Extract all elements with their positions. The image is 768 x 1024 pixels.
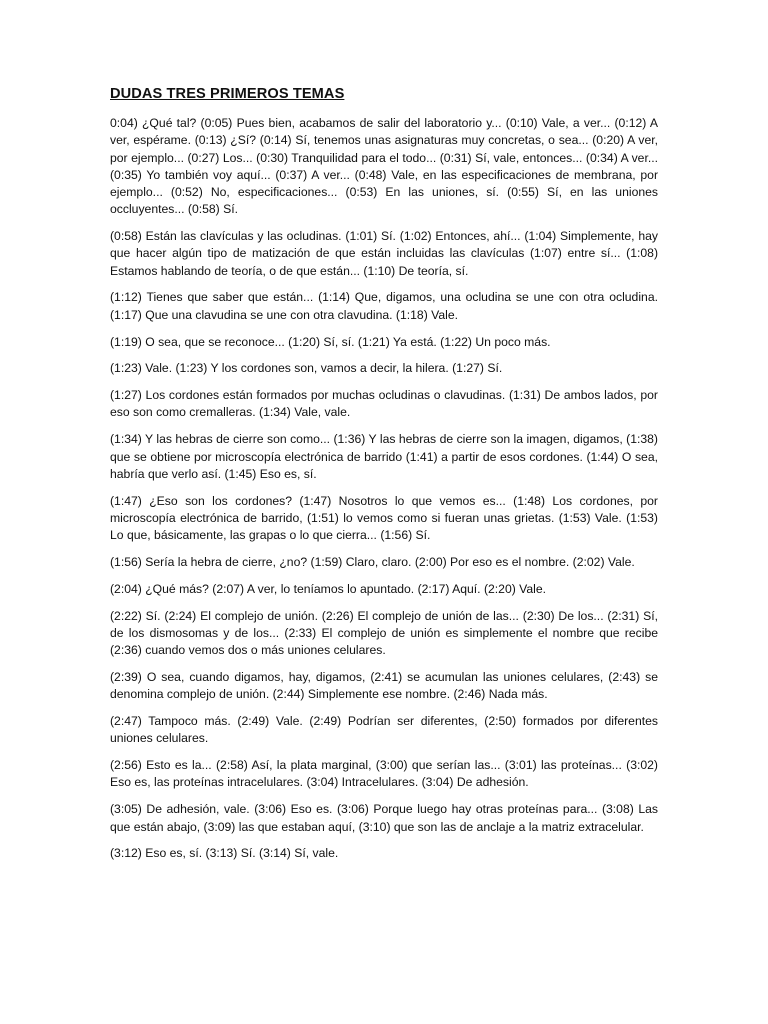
document-page bbox=[110, 86, 658, 872]
transcript-paragraph: (1:56) Sería la hebra de cierre, ¿no? (1:59) Claro, claro. (2:00) Por eso es el nombre. (2:02) Vale. bbox=[110, 554, 635, 569]
transcript-paragraph: (1:34) Y las hebras de cierre son como... (1:36) Y las hebras de cierre son la imagen, digamos, (1:38) que se obtiene por microscopía electrónica de barrido (1:41) a partir de esos cordones. (1:44) O sea, habría que verlo así. (1:45) Eso es, sí. bbox=[110, 432, 658, 481]
transcript-paragraph: (3:12) Eso es, sí. (3:13) Sí. (3:14) Sí, vale. bbox=[110, 846, 339, 861]
transcript-paragraph: (2:47) Tampoco más. (2:49) Vale. (2:49) Podrían ser diferentes, (2:50) formados por diferentes uniones celulares. bbox=[110, 714, 658, 746]
transcript-paragraph: (1:27) Los cordones están formados por muchas ocludinas o clavudinas. (1:31) De ambos lados, por eso son como cremalleras. (1:34) Vale, vale. bbox=[110, 388, 658, 420]
transcript-paragraph: (2:39) O sea, cuando digamos, hay, digamos, (2:41) se acumulan las uniones celulares, (2:43) se denomina complejo de unión. (2:44) Simplemente ese nombre. (2:46) Nada más. bbox=[110, 670, 658, 702]
transcript-paragraph: (1:12) Tienes que saber que están... (1:14) Que, digamos, una ocludina se une con otra ocludina. (1:17) Que una clavudina se une con otra clavudina. (1:18) Vale. bbox=[110, 290, 658, 322]
transcript-paragraph: (2:22) Sí. (2:24) El complejo de unión. (2:26) El complejo de unión de las... (2:30) De los... (2:31) Sí, de los dismosomas y de los... (2:33) El complejo de unión es simplemente el nombre que recibe (2:36) cuando vemos dos o más uniones celulares. bbox=[110, 608, 658, 658]
transcript-paragraph: (1:19) O sea, que se reconoce... (1:20) Sí, sí. (1:21) Ya está. (1:22) Un poco más. bbox=[110, 334, 551, 349]
transcript-paragraph: 0:04) ¿Qué tal? (0:05) Pues bien, acabamos de salir del laboratorio y... (0:10) Vale, a ver... (0:12) A ver, espérame. (0:13) ¿Sí? (0:14) Sí, tenemos unas asignaturas muy concretas, o sea... (0:20) A ver, por ejemplo... (0:27) Los... (0:30) Tranquilidad para el todo... (0:31) Sí, vale, entonces... (0:34) A ver... (0:35) Yo también voy aquí... (0:37) A ver... (0:48) Vale, en las especificaciones de membrana, por ejemplo... (0:52) No, especificaciones... (0:53) En las uniones, sí. (0:55) Sí, en las uniones occluyentes... (0:58) Sí. bbox=[110, 116, 658, 217]
transcript-paragraph: (1:23) Vale. (1:23) Y los cordones son, vamos a decir, la hilera. (1:27) Sí. bbox=[110, 361, 503, 376]
transcript-paragraph: (2:56) Esto es la... (2:58) Así, la plata marginal, (3:00) que serían las... (3:01) las proteínas... (3:02) Eso es, las proteínas intracelulares. (3:04) Intracelulares. (3:04) De adhesión. bbox=[110, 758, 658, 790]
document-title: DUDAS TRES PRIMEROS TEMAS bbox=[110, 86, 345, 102]
transcript-paragraph: (0:58) Están las clavículas y las ocludinas. (1:01) Sí. (1:02) Entonces, ahí... (1:04) Simplemente, hay que hacer algún tipo de matización de que están incluidas las clavículas (1:07) entre sí... (1:08) Estamos hablando de teoría, o de que están... (1:10) De teoría, sí. bbox=[110, 229, 658, 278]
transcript-paragraph: (2:04) ¿Qué más? (2:07) A ver, lo teníamos lo apuntado. (2:17) Aquí. (2:20) Vale. bbox=[110, 581, 547, 596]
transcript-paragraph: (3:05) De adhesión, vale. (3:06) Eso es. (3:06) Porque luego hay otras proteínas para... (3:08) Las que están abajo, (3:09) las que estaban aquí, (3:10) que son las de anclaje a la matriz extracelular. bbox=[110, 802, 658, 834]
transcript-paragraph: (1:47) ¿Eso son los cordones? (1:47) Nosotros lo que vemos es... (1:48) Los cordones, por microscopía electrónica de barrido, (1:51) lo vemos como si fueran unas grietas. (1:53) Vale. (1:53) Lo que, básicamente, las grapas o lo que cierra... (1:56) Sí. bbox=[110, 493, 658, 543]
